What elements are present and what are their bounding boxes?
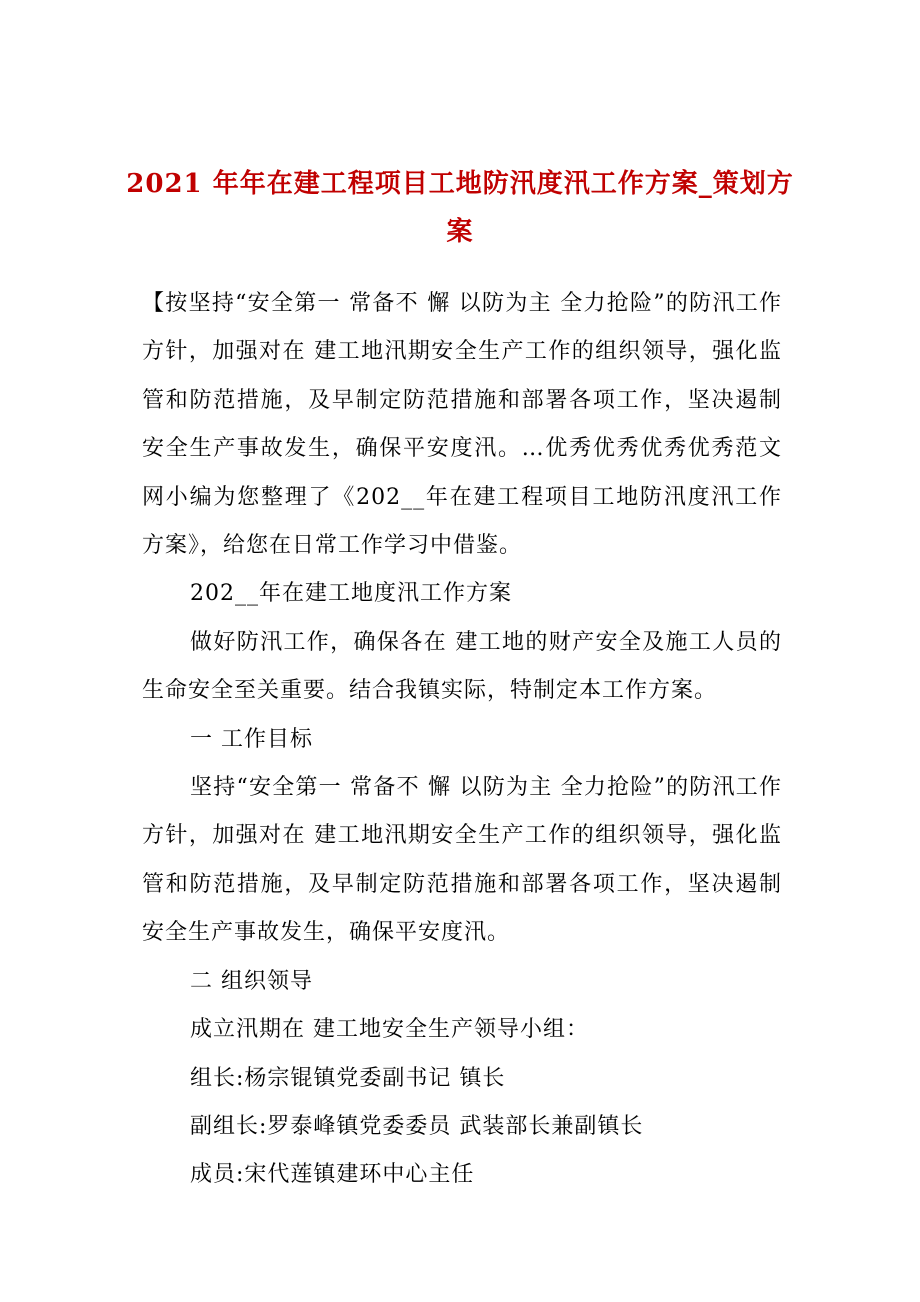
plan-subtitle: 202__年在建工地度汛工作方案 — [190, 581, 512, 607]
section-heading-goals: 一 工作目标 — [190, 726, 313, 752]
group-member: 成员:宋代莲镇建环中心主任 — [190, 1162, 475, 1188]
document-title: 2021 年年在建工程项目工地防汛度汛工作方案_策划方案 — [126, 169, 794, 247]
section-heading-organization: 二 组织领导 — [190, 968, 313, 994]
document-body — [142, 280, 782, 1200]
group-leader: 组长:杨宗锟镇党委副书记 镇长 — [190, 1065, 506, 1091]
paragraph-goals: 坚持“安全第一 常备不 懈 以防为主 全力抢险”的防汛工作方针，加强对在 建工地汛期安全生产工作的组织领导，强化监管和防范措施，及早制定防范措施和部署各项工作，坚决遏制安全生产事故发生，确保平安度汛。 — [142, 775, 782, 946]
group-deputy-leader: 副组长:罗泰峰镇党委委员 武装部长兼副镇长 — [190, 1113, 644, 1139]
intro-paragraph: 【按坚持“安全第一 常备不 懈 以防为主 全力抢险”的防汛工作方针，加强对在 建工地汛期安全生产工作的组织领导，强化监管和防范措施，及早制定防范措施和部署各项工作，坚决遏制安全生产事故发生，确保平安度汛。…优秀优秀优秀优秀范文网小编为您整理了《202__年在建工程项目工地防汛度汛工作方案》，给您在日常工作学习中借鉴。 — [142, 291, 782, 559]
paragraph-group-established: 成立汛期在 建工地安全生产领导小组： — [190, 1017, 589, 1043]
paragraph-importance: 做好防汛工作，确保各在 建工地的财产安全及施工人员的生命安全至关重要。结合我镇实际，特制定本工作方案。 — [142, 629, 782, 704]
